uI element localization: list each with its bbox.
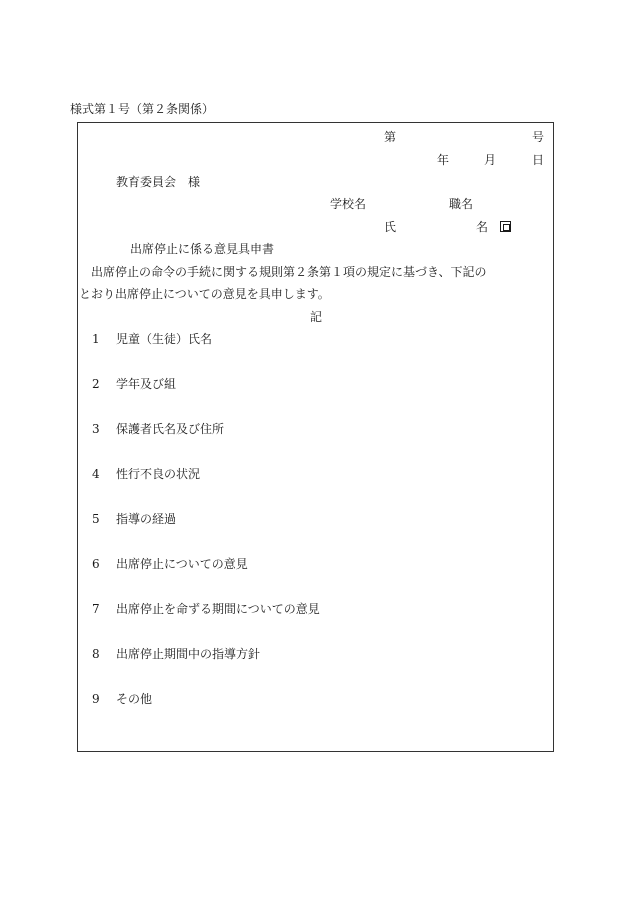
item-number: 7	[92, 602, 100, 616]
item-number: 9	[92, 692, 100, 706]
item-number: 3	[92, 422, 100, 436]
date-day-label: 日	[532, 153, 545, 167]
item-number: 4	[92, 467, 100, 481]
item-number: 5	[92, 512, 100, 526]
position-label: 職名	[449, 197, 474, 211]
body-text-line-2: とおり出席停止についての意見を具申します。	[79, 287, 330, 301]
document-number-suffix: 号	[532, 130, 545, 144]
name-label-first: 氏	[384, 220, 397, 234]
item-label-conduct: 性行不良の状況	[116, 467, 201, 481]
name-label-second: 名	[476, 220, 489, 234]
item-label-student-name: 児童（生徒）氏名	[116, 332, 213, 346]
item-number: 2	[92, 377, 100, 391]
item-number: 1	[92, 332, 100, 346]
addressee: 教育委員会 様	[116, 175, 201, 189]
item-label-suspension-opinion: 出席停止についての意見	[116, 557, 248, 571]
seal-mark-icon	[500, 221, 511, 233]
body-text-line-1: 出席停止の命令の手続に関する規則第２条第１項の規定に基づき、下記の	[91, 265, 487, 279]
date-month-label: 月	[484, 153, 497, 167]
ki-heading: 記	[310, 310, 323, 324]
item-label-guidance-policy: 出席停止期間中の指導方針	[116, 647, 261, 661]
item-number: 6	[92, 557, 100, 571]
item-label-grade-class: 学年及び組	[116, 377, 177, 391]
school-name-label: 学校名	[330, 197, 367, 211]
item-label-period-opinion: 出席停止を命ずる期間についての意見	[116, 602, 320, 616]
item-label-other: その他	[116, 692, 153, 706]
item-label-guardian: 保護者氏名及び住所	[116, 422, 225, 436]
item-label-guidance-history: 指導の経過	[116, 512, 177, 526]
form-label: 様式第１号（第２条関係）	[70, 102, 215, 116]
document-number-prefix: 第	[384, 130, 397, 144]
document-title: 出席停止に係る意見具申書	[130, 242, 275, 256]
item-number: 8	[92, 647, 100, 661]
date-year-label: 年	[437, 153, 450, 167]
